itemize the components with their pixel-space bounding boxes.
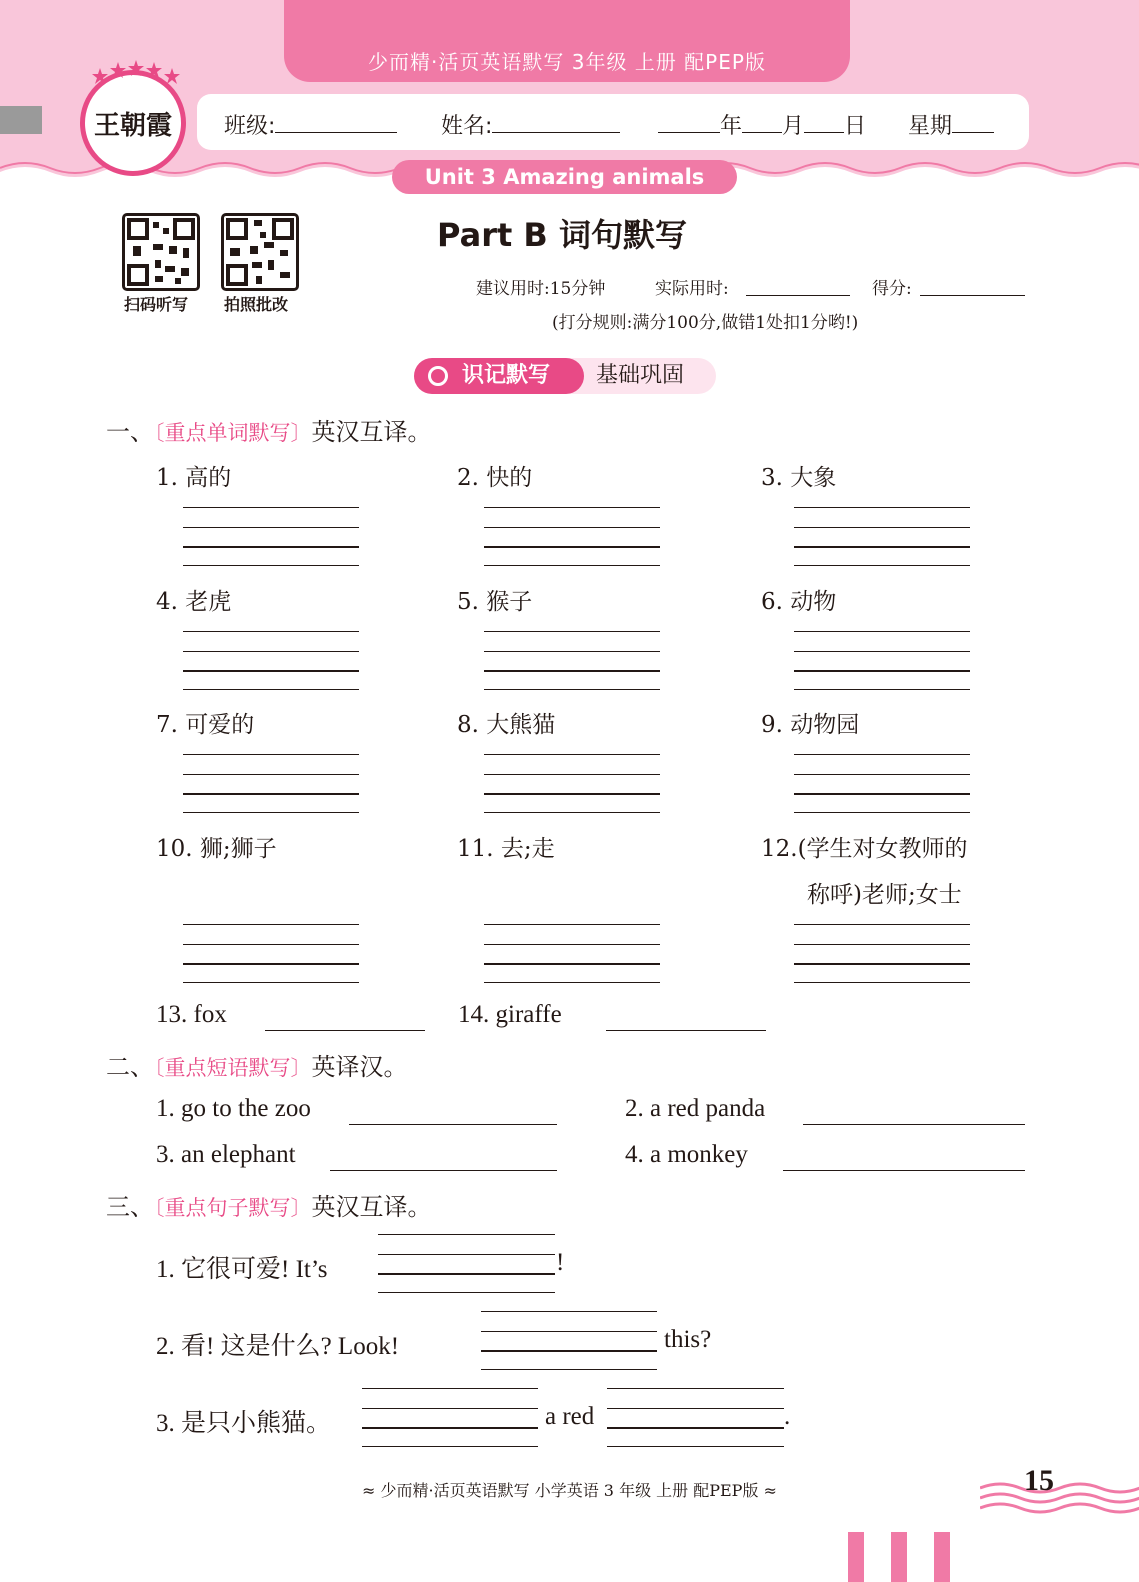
sentence-3-grid-b-line-1[interactable]	[607, 1388, 784, 1389]
actual-time-label: 实际用时:	[655, 279, 729, 299]
word-grid-7-line-1[interactable]	[183, 754, 359, 755]
word-item-7: 7. 可爱的	[156, 712, 255, 738]
word-grid-11-line-3[interactable]	[484, 963, 660, 965]
year-blank[interactable]	[658, 113, 720, 133]
word-grid-10-line-4[interactable]	[183, 982, 359, 983]
class-label: 班级:	[224, 114, 276, 139]
pink-tab-1	[848, 1532, 864, 1582]
sentence-1-grid-line-3[interactable]	[378, 1273, 555, 1275]
section2-heading	[106, 1047, 408, 1082]
word-item-1: 1. 高的	[156, 465, 232, 491]
word-grid-1-line-1[interactable]	[183, 507, 359, 508]
word-grid-7-line-3[interactable]	[183, 793, 359, 795]
sentence-3-grid-b-line-3[interactable]	[607, 1427, 784, 1429]
sentence-2-end: this?	[664, 1326, 712, 1353]
word-grid-3-line-2[interactable]	[794, 527, 970, 528]
footer-text: ≈ 少而精·活页英语默写 小学英语 3 年级 上册 配PEP版 ≈	[362, 1481, 777, 1500]
word-grid-8-line-3[interactable]	[484, 793, 660, 795]
word-grid-5-line-3[interactable]	[484, 670, 660, 672]
name-blank[interactable]	[492, 113, 620, 133]
sentence-3-grid-a-line-2[interactable]	[362, 1408, 538, 1409]
word-grid-11-line-1[interactable]	[484, 924, 660, 925]
day-blank[interactable]	[804, 113, 844, 133]
banner-basics: 基础巩固	[596, 363, 685, 388]
page-wave-decoration	[980, 1478, 1139, 1514]
word-item-12-line1: 12.(学生对女教师的	[761, 836, 968, 862]
phrase-item-4: 4. a monkey	[625, 1141, 748, 1168]
sentence-2-grid-line-3[interactable]	[481, 1350, 657, 1352]
word-grid-1-line-4[interactable]	[183, 565, 359, 566]
word-item-10: 10. 狮;狮子	[156, 836, 277, 862]
qr-photo-icon[interactable]	[221, 213, 299, 291]
sentence-3-end: .	[784, 1403, 791, 1430]
word-item-5: 5. 猴子	[457, 589, 533, 615]
section1-title: 英汉互译。	[311, 418, 432, 446]
phrase-blank-1[interactable]	[349, 1124, 557, 1125]
word-grid-6-line-3[interactable]	[794, 670, 970, 672]
word-item-4: 4. 老虎	[156, 589, 232, 615]
class-blank[interactable]	[275, 113, 397, 133]
name-label: 姓名:	[441, 114, 493, 139]
sentence-3-grid-b-line-2[interactable]	[607, 1408, 784, 1409]
word-grid-3-line-3[interactable]	[794, 546, 970, 548]
word-item-8: 8. 大熊猫	[457, 712, 556, 738]
word-grid-5-line-4[interactable]	[484, 689, 660, 690]
pink-tab-2	[891, 1532, 907, 1582]
word-grid-7-line-2[interactable]	[183, 774, 359, 775]
week-label: 星期	[908, 114, 953, 139]
word-item-2: 2. 快的	[457, 465, 533, 491]
word-grid-4-line-1[interactable]	[183, 631, 359, 632]
word-grid-3-line-1[interactable]	[794, 507, 970, 508]
sentence-3-grid-b-line-4[interactable]	[607, 1446, 784, 1447]
word-grid-4-line-2[interactable]	[183, 651, 359, 652]
scoring-rule: (打分规则:满分100分,做错1处扣1分哟!)	[552, 313, 859, 333]
word-grid-1-line-2[interactable]	[183, 527, 359, 528]
word-grid-9-line-3[interactable]	[794, 793, 970, 795]
qr-pattern-icon	[125, 216, 197, 288]
sentence-3-grid-a-line-3[interactable]	[362, 1427, 538, 1429]
section3-title: 英汉互译。	[311, 1193, 432, 1221]
word-grid-9-line-1[interactable]	[794, 754, 970, 755]
word-item-12-line2: 称呼)老师;女士	[807, 882, 962, 908]
word-grid-8-line-2[interactable]	[484, 774, 660, 775]
section-banner	[414, 358, 716, 394]
unit-banner: Unit 3 Amazing animals	[392, 160, 737, 194]
word-grid-6-line-2[interactable]	[794, 651, 970, 652]
gray-marker	[0, 106, 42, 134]
word-grid-10-line-3[interactable]	[183, 963, 359, 965]
sentence-3-mid: a red	[545, 1403, 595, 1430]
sentence-1-grid-line-2[interactable]	[378, 1254, 555, 1255]
name-field[interactable]	[441, 109, 620, 140]
word-grid-2-line-3[interactable]	[484, 546, 660, 548]
word-grid-5-line-2[interactable]	[484, 651, 660, 652]
section1-tag: 〔重点单词默写〕	[154, 421, 312, 445]
word-item-3: 3. 大象	[761, 465, 837, 491]
section1-num: 一、	[106, 418, 154, 446]
sentence-2-start: 2. 看! 这是什么? Look!	[156, 1333, 400, 1360]
logo-crown-icon	[88, 60, 180, 86]
sentence-1-grid-line-1[interactable]	[378, 1234, 555, 1235]
word-item-13: 13. fox	[156, 1001, 227, 1028]
word-grid-2-line-1[interactable]	[484, 507, 660, 508]
word-item-11: 11. 去;走	[457, 836, 555, 862]
logo-text: 王朝霞	[93, 110, 172, 140]
suggested-time: 建议用时:15分钟	[476, 279, 606, 299]
word-item-6: 6. 动物	[761, 589, 837, 615]
sentence-3-grid-a-line-4[interactable]	[362, 1446, 538, 1447]
phrase-blank-4[interactable]	[783, 1170, 1025, 1171]
word-grid-2-line-4[interactable]	[484, 565, 660, 566]
word-grid-12-line-3[interactable]	[794, 963, 970, 965]
sentence-1-start: 1. 它很可爱! It’s	[156, 1256, 328, 1283]
phrase-blank-2[interactable]	[803, 1124, 1025, 1125]
answer-blank-13[interactable]	[265, 1030, 425, 1031]
year-label: 年	[720, 114, 743, 139]
word-grid-4-line-3[interactable]	[183, 670, 359, 672]
qr-photo-label: 拍照批改	[224, 295, 289, 314]
series-title: 少而精·活页英语默写 3年级 上册 配PEP版	[368, 50, 766, 74]
section2-title: 英译汉。	[311, 1053, 408, 1081]
word-grid-10-line-1[interactable]	[183, 924, 359, 925]
sentence-1-end: !	[556, 1249, 565, 1276]
phrase-blank-3[interactable]	[330, 1170, 557, 1171]
word-grid-12-line-2[interactable]	[794, 944, 970, 945]
class-field[interactable]	[224, 109, 397, 140]
word-grid-1-line-3[interactable]	[183, 546, 359, 548]
section1-heading	[106, 412, 432, 447]
phrase-item-2: 2. a red panda	[625, 1095, 766, 1122]
sentence-2-grid-line-2[interactable]	[481, 1331, 657, 1332]
page-number: 15	[1024, 1464, 1054, 1497]
word-grid-4-line-4[interactable]	[183, 689, 359, 690]
score-blank[interactable]	[920, 295, 1025, 296]
word-grid-11-line-4[interactable]	[484, 982, 660, 983]
sentence-3-grid-a-line-1[interactable]	[362, 1388, 538, 1389]
sentence-2-grid-line-4[interactable]	[481, 1369, 657, 1370]
word-grid-10-line-2[interactable]	[183, 944, 359, 945]
banner-recite: 识记默写	[414, 358, 584, 394]
sentence-3-start: 3. 是只小熊猫。	[156, 1410, 332, 1437]
phrase-item-1: 1. go to the zoo	[156, 1095, 311, 1122]
word-grid-8-line-4[interactable]	[484, 812, 660, 813]
month-label: 月	[782, 114, 805, 139]
section2-num: 二、	[106, 1053, 154, 1081]
word-grid-12-line-4[interactable]	[794, 982, 970, 983]
word-item-9: 9. 动物园	[761, 712, 860, 738]
word-grid-12-line-1[interactable]	[794, 924, 970, 925]
week-blank[interactable]	[952, 113, 994, 133]
section2-tag: 〔重点短语默写〕	[154, 1056, 312, 1080]
page-title: Part B 词句默写	[437, 216, 687, 254]
medal-icon	[428, 366, 448, 386]
word-grid-2-line-2[interactable]	[484, 527, 660, 528]
answer-blank-14[interactable]	[606, 1030, 766, 1031]
sentence-1-grid-line-4[interactable]	[378, 1292, 555, 1293]
qr-listen-icon[interactable]	[122, 213, 200, 291]
word-grid-3-line-4[interactable]	[794, 565, 970, 566]
word-grid-8-line-1[interactable]	[484, 754, 660, 755]
qr-pattern-icon	[224, 216, 296, 288]
day-label: 日	[844, 114, 867, 139]
word-grid-5-line-1[interactable]	[484, 631, 660, 632]
section3-tag: 〔重点句子默写〕	[154, 1196, 312, 1220]
word-grid-6-line-4[interactable]	[794, 689, 970, 690]
word-grid-9-line-4[interactable]	[794, 812, 970, 813]
qr-listen-label: 扫码听写	[124, 295, 189, 314]
week-field[interactable]	[908, 109, 994, 140]
word-grid-7-line-4[interactable]	[183, 812, 359, 813]
score-label: 得分:	[872, 279, 912, 299]
pink-tab-3	[934, 1532, 950, 1582]
section3-num: 三、	[106, 1193, 154, 1221]
sentence-2-grid-line-1[interactable]	[481, 1311, 657, 1312]
word-grid-9-line-2[interactable]	[794, 774, 970, 775]
section3-heading	[106, 1187, 432, 1222]
date-field[interactable]	[658, 109, 866, 140]
phrase-item-3: 3. an elephant	[156, 1141, 296, 1168]
actual-time-blank[interactable]	[746, 295, 850, 296]
month-blank[interactable]	[742, 113, 782, 133]
word-item-14: 14. giraffe	[458, 1001, 562, 1028]
word-grid-6-line-1[interactable]	[794, 631, 970, 632]
word-grid-11-line-2[interactable]	[484, 944, 660, 945]
